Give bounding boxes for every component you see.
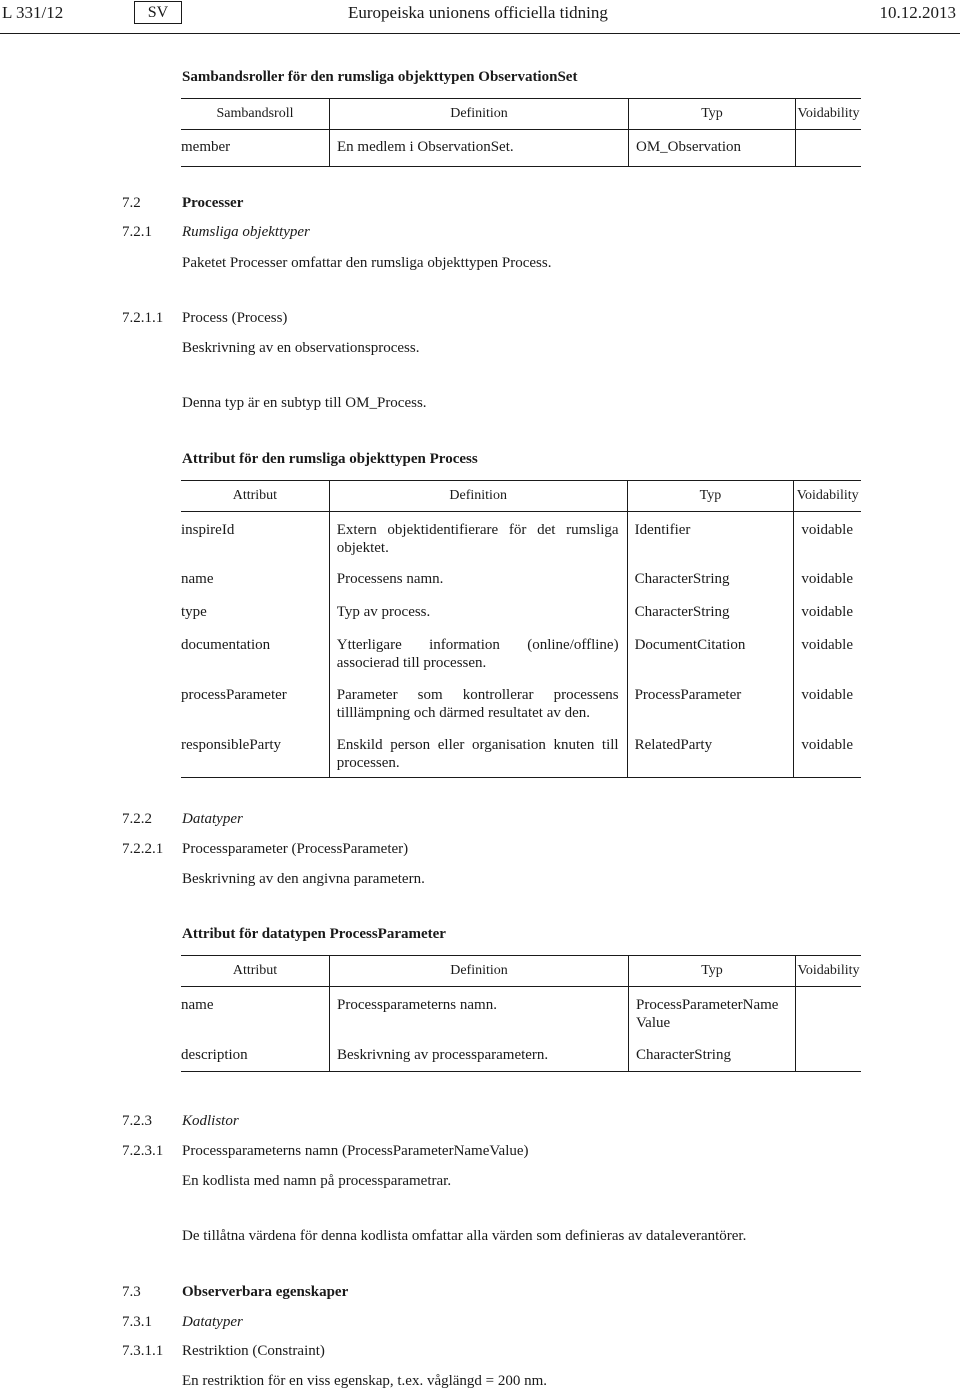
cell-type: CharacterString: [627, 562, 794, 595]
section-title: Datatyper: [182, 811, 243, 827]
paragraph: Beskrivning av den angivna parametern.: [182, 871, 425, 887]
paragraph: En restriktion för en viss egenskap, t.ex. våglängd = 200 nm.: [182, 1373, 548, 1389]
cell-name: type: [181, 603, 207, 620]
cell-definition: Processparameterns namn.: [330, 987, 629, 1038]
section-number: 7.2: [122, 195, 141, 211]
col-header: Voidability: [794, 481, 861, 512]
page-header: [0, 0, 960, 34]
table-row: [181, 595, 861, 628]
table-row: [181, 678, 861, 728]
cell-definition: Processens namn.: [329, 562, 627, 595]
cell-voidability: [796, 130, 862, 167]
section-title: Processparameter (ProcessParameter): [182, 841, 409, 857]
col-header: Typ: [629, 956, 796, 987]
col-header: Definition: [329, 481, 627, 512]
section-number: 7.2.3.1: [122, 1143, 164, 1159]
col-header: Voidability: [796, 99, 862, 130]
table-row: [181, 987, 861, 1038]
col-header: Sambandsroll: [181, 99, 330, 130]
cell-voidability: voidable: [794, 628, 861, 678]
col-header: Voidability: [796, 956, 862, 987]
table-row: [181, 562, 861, 595]
section-number: 7.3: [122, 1284, 141, 1300]
col-header: Typ: [629, 99, 796, 130]
cell-type: DocumentCitation: [627, 628, 794, 678]
processparameter-attribute-table: [181, 955, 861, 1072]
cell-name: inspireId: [181, 522, 235, 538]
process-attribute-table: [181, 480, 861, 778]
language-badge: SV: [134, 1, 182, 24]
process-table-title: Attribut för den rumsliga objekttypen Process: [182, 451, 478, 467]
paragraph: Beskrivning av en observationsprocess.: [182, 340, 420, 356]
section-title: Kodlistor: [182, 1113, 239, 1129]
cell-voidability: voidable: [794, 562, 861, 595]
section-number: 7.2.2: [122, 811, 152, 827]
journal-title: Europeiska unionens officiella tidning: [348, 3, 608, 22]
cell-name: description: [181, 1038, 330, 1072]
section-title: Processparameterns namn (ProcessParameterNameValue): [182, 1143, 529, 1159]
section-number: 7.2.1.1: [122, 310, 164, 326]
col-header: Attribut: [181, 956, 330, 987]
cell-definition: Ytterligare information (online/offline) associerad till processen.: [329, 628, 627, 678]
obsset-table-title: Sambandsroller för den rumsliga objekttypen ObservationSet: [182, 69, 578, 85]
cell-voidability: voidable: [794, 595, 861, 628]
cell-voidability: [796, 1038, 862, 1072]
section-number: 7.3.1.1: [122, 1343, 164, 1359]
paragraph: Paketet Processer omfattar den rumsliga objekttypen Process.: [182, 255, 552, 271]
col-header: Definition: [330, 956, 629, 987]
section-title: Datatyper: [182, 1314, 243, 1330]
cell-name: responsibleParty: [181, 728, 329, 778]
section-title: Restriktion (Constraint): [182, 1343, 325, 1359]
cell-name: documentation: [181, 636, 271, 653]
pp-table-title: Attribut för datatypen ProcessParameter: [182, 926, 446, 942]
section-number: 7.2.1: [122, 224, 152, 240]
table-row: [181, 728, 861, 778]
cell-definition: Enskild person eller organisation knuten till processen.: [329, 728, 627, 778]
section-number: 7.3.1: [122, 1314, 152, 1330]
section-title: Rumsliga objekttyper: [182, 224, 310, 240]
section-title: Processer: [182, 195, 244, 211]
table-row: [181, 512, 861, 562]
cell-type: CharacterString: [627, 595, 794, 628]
cell-type: RelatedParty: [627, 728, 794, 778]
col-header: Typ: [627, 481, 794, 512]
cell-definition: En medlem i ObservationSet.: [330, 130, 629, 167]
col-header: Attribut: [181, 481, 329, 512]
cell-voidability: voidable: [794, 512, 861, 562]
section-title: Process (Process): [182, 310, 288, 326]
header-rule: [0, 33, 960, 34]
obsset-table: [181, 98, 861, 167]
cell-name: member: [181, 130, 330, 167]
cell-voidability: [796, 987, 862, 1038]
cell-type: CharacterString: [629, 1038, 796, 1072]
cell-type: ProcessParameter: [627, 678, 794, 728]
section-number: 7.2.2.1: [122, 841, 164, 857]
cell-name: processParameter: [181, 686, 287, 703]
cell-type: Identifier: [627, 512, 794, 562]
cell-name: name: [181, 997, 214, 1013]
cell-definition: Extern objektidentifierare för det rumsliga objektet.: [329, 512, 627, 562]
cell-name: name: [181, 570, 214, 587]
publication-date: 10.12.2013: [879, 3, 956, 22]
col-header: Definition: [330, 99, 629, 130]
cell-type: ProcessParameterNameValue: [629, 987, 796, 1038]
paragraph: Denna typ är en subtyp till OM_Process.: [182, 395, 427, 411]
cell-definition: Parameter som kontrollerar processens tilllämpning och därmed resultatet av den.: [329, 678, 627, 728]
section-number: 7.2.3: [122, 1113, 152, 1129]
cell-definition: Typ av process.: [329, 595, 627, 628]
table-row: [181, 130, 861, 167]
cell-voidability: voidable: [794, 728, 861, 778]
cell-voidability: voidable: [794, 678, 861, 728]
table-row: [181, 628, 861, 678]
cell-definition: Beskrivning av processparametern.: [330, 1038, 629, 1072]
paragraph: En kodlista med namn på processparametrar.: [182, 1173, 452, 1189]
section-title: Observerbara egenskaper: [182, 1284, 349, 1300]
page-number: L 331/12: [2, 3, 64, 22]
table-row: [181, 1038, 861, 1072]
paragraph: De tillåtna värdena för denna kodlista omfattar alla värden som definieras av dataleverantörer.: [182, 1228, 747, 1244]
cell-type: OM_Observation: [629, 130, 796, 167]
